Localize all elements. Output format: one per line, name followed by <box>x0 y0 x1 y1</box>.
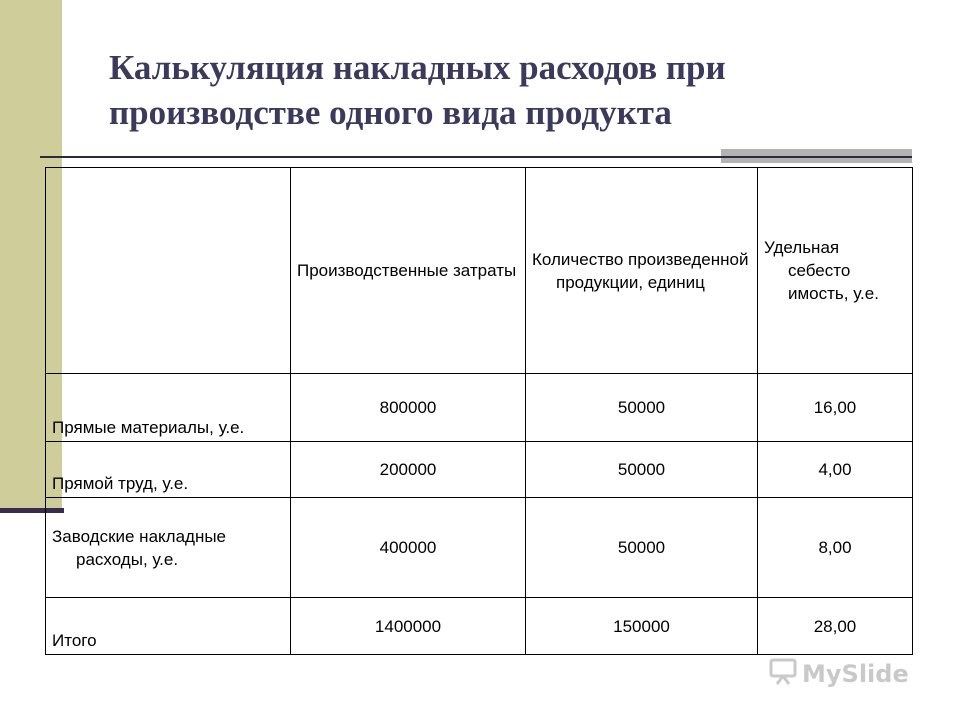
cell-quantity: 50000 <box>526 442 758 498</box>
row-label: Прямой труд, у.е. <box>46 442 291 498</box>
cell-unit-cost: 8,00 <box>758 498 913 598</box>
cell-quantity: 50000 <box>526 374 758 442</box>
row-label: Заводские накладные расходы, у.е. <box>46 498 291 598</box>
header-quantity: Количество произведенной продукции, единиц <box>526 168 758 374</box>
cell-unit-cost: 28,00 <box>758 598 913 655</box>
cost-table <box>45 167 913 655</box>
cell-costs: 400000 <box>291 498 526 598</box>
row-label: Итого <box>46 598 291 655</box>
row-label: Прямые материалы, у.е. <box>46 374 291 442</box>
cell-quantity: 50000 <box>526 498 758 598</box>
cell-costs: 1400000 <box>291 598 526 655</box>
cell-unit-cost: 4,00 <box>758 442 913 498</box>
presentation-icon <box>768 656 798 692</box>
table-row <box>46 374 913 442</box>
header-costs: Производственные затраты <box>291 168 526 374</box>
watermark-text: MySlide <box>802 660 909 688</box>
table-row <box>46 442 913 498</box>
slide-title: Калькуляция накладных расходов при производстве одного вида продукта <box>109 48 726 132</box>
cell-unit-cost: 16,00 <box>758 374 913 442</box>
cell-costs: 200000 <box>291 442 526 498</box>
cell-quantity: 150000 <box>526 598 758 655</box>
table-header-row <box>46 168 913 374</box>
header-unit-cost: Удельная себесто имость, у.е. <box>758 168 913 374</box>
title-rule <box>40 156 912 158</box>
cell-costs: 800000 <box>291 374 526 442</box>
table-row <box>46 498 913 598</box>
header-empty-cell <box>46 168 291 374</box>
watermark <box>768 657 909 691</box>
table-row <box>46 598 913 655</box>
